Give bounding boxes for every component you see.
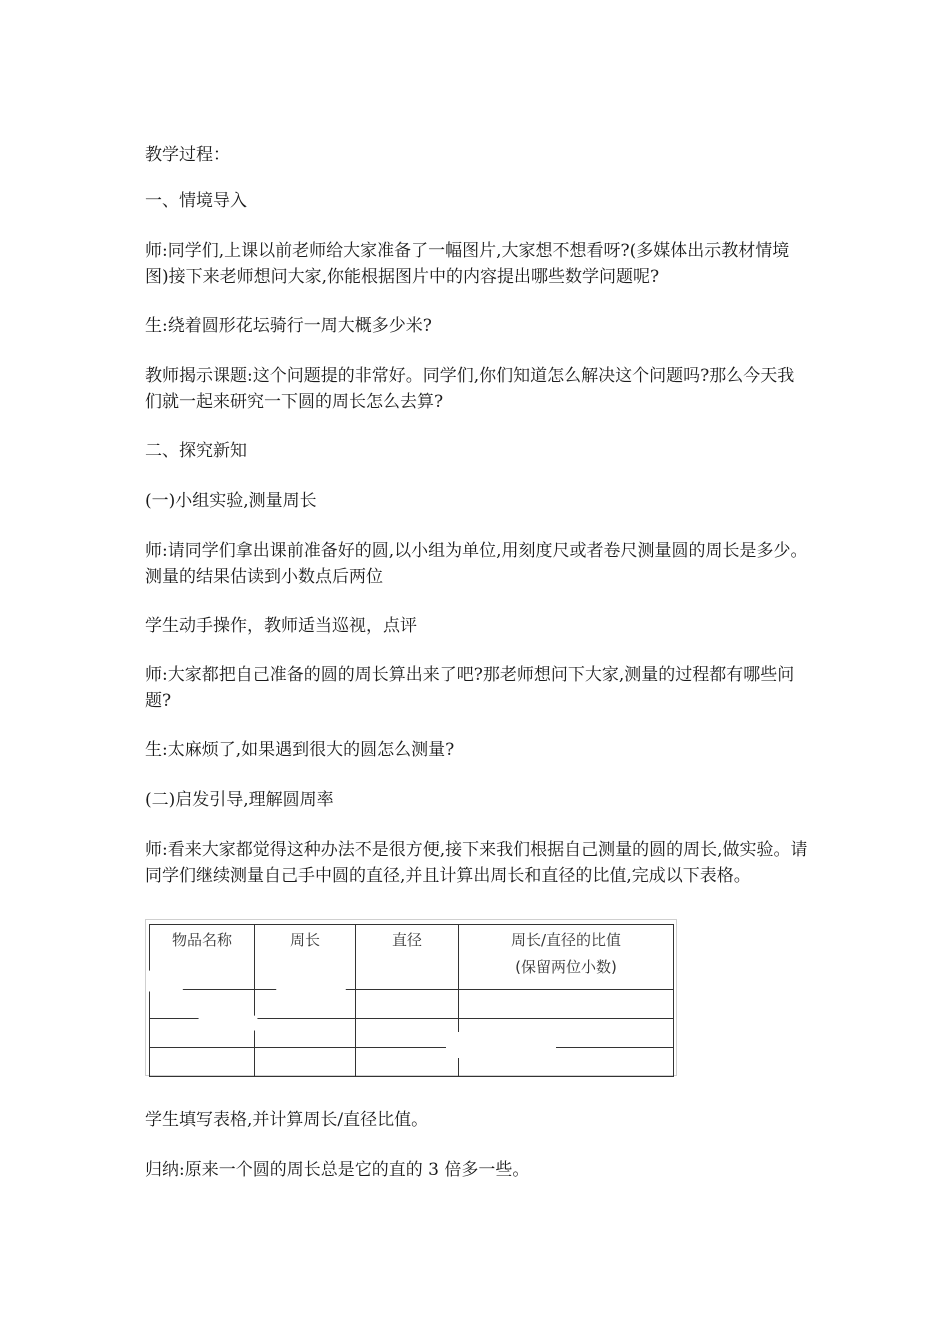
header-ratio-label: 周长/直径的比值 [510,931,622,949]
paragraph: 生:太麻烦了,如果遇到很大的圆怎么测量? [145,740,455,760]
header-ratio-note: (保留两位小数) [515,958,617,976]
paragraph: 学生动手操作，教师适当巡视，点评 [145,616,417,636]
table-header-row [150,925,674,990]
paragraph: 教师揭示课题:这个问题提的非常好。同学们,你们知道怎么解决这个问题吗?那么今天我们就一起来研究一下圆的周长怎么去算? [145,366,795,412]
ratio-table-image [145,919,677,1076]
header-item-name: 物品名称 [150,925,255,990]
header-ratio [459,925,674,990]
paragraph: 归纳:原来一个圆的周长总是它的直的 3 倍多一些。 [145,1160,530,1180]
section-1-title: 一、情境导入 [145,191,247,211]
subsection-1-title: (一)小组实验,测量周长 [145,491,317,511]
paragraph: 师:大家都把自己准备的圆的周长算出来了吧?那老师想问下大家,测量的过程都有哪些问题? [145,665,795,711]
header-circumference: 周长 [255,925,356,990]
scan-artifact [276,980,346,994]
paragraph: 师:同学们,上课以前老师给大家准备了一幅图片,大家想不想看呀?(多媒体出示教材情境图)接下来老师想问大家,你能根据图片中的内容提出哪些数学问题呢? [145,241,790,287]
scan-artifact [446,1032,556,1058]
ratio-table [149,924,674,1077]
header-diameter: 直径 [356,925,459,990]
paragraph: 师:看来大家都觉得这种办法不是很方便,接下来我们根据自己测量的圆的周长,做实验。请同学们继续测量自己手中圆的直径,并且计算出周长和直径的比值,完成以下表格。 [145,840,808,886]
table-row [150,1048,674,1077]
scan-artifact [198,1015,258,1031]
subsection-2-title: (二)启发引导,理解圆周率 [145,790,334,810]
heading: 教学过程： [145,145,230,165]
paragraph: 生:绕着圆形花坛骑行一周大概多少米? [145,316,432,336]
paragraph: 师:请同学们拿出课前准备好的圆,以小组为单位,用刻度尺或者卷尺测量圆的周长是多少。测量的结果估读到小数点后两位 [145,541,808,587]
scan-artifact [146,970,184,992]
section-2-title: 二、探究新知 [145,441,247,461]
paragraph: 学生填写表格,并计算周长/直径比值。 [145,1110,429,1130]
